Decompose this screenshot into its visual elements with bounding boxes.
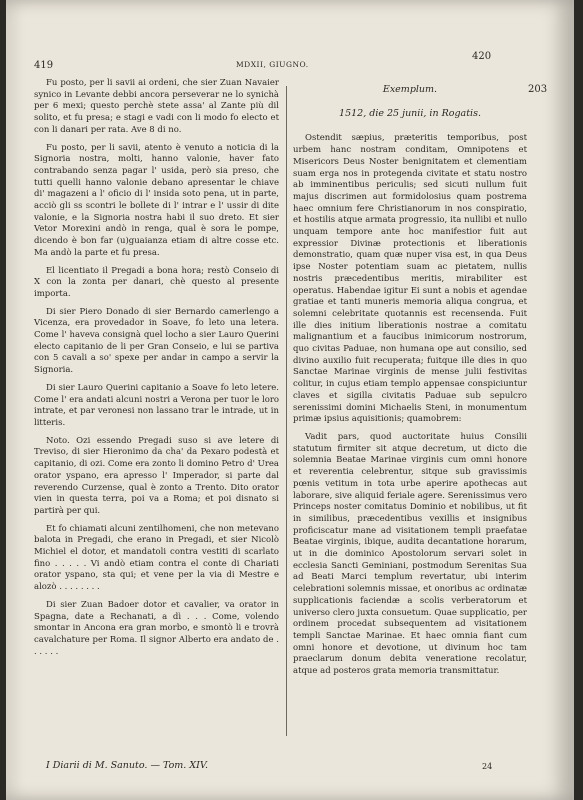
paragraph: Vadit pars, quod auctoritate huius Consilii statutum firmiter sit atque decretum, ut dicto die solemnia Beatae Marinae virginis cum omni honore et reverentia celebrentur, sitque sub gravissimis pœnis vetitum in tota urbe aperire apothecas aut laborare, sive aliquid feriale agere. Serenissimus vero Princeps noster comitatus Dominio et nobilibus, ut fit in similibus, præcedentibus vexillis et insignibus proficiscatur mane ad visitationem templi praefatae Beatae virginis, ibique, audita decantatione horarum, ut in die dominico Apostolorum servari solet in ecclesia Sancti Geminiani, postmodum Serenitas Sua ad Beati Marci templum revertatur, ubi interim celebrationi solemnis missae, et onoribus ac ordinatæ supplicationis faciendæ a scolis verberatorum et universo clero juxta consuetum. Quae supplicatio, per ordinem procedat subsequentem ad visitationem templi Sanctae Marinae. Et haec omnia fiant cum omni honore et devotione, ut divinum hoc tam praeclarum donum debita veneratione recolatur, atque ad posteros grata memoria transmittatur.: [293, 431, 527, 677]
paragraph-italic-lead: Di sier Piero Donado di sier Bernardo camerlengo a Vicenza, era provedador in Soave, fo leto una letera. Come l' haveva consignà quel locho a sier Lauro Querini electo capitanio de li per Gran Conseio, e lui se partiva con 5 cavali a so' spexe per andar in campo a servir la Signoria.: [34, 306, 279, 376]
running-title: MDXII, GIUGNO.: [236, 60, 309, 69]
right-text-column: [293, 84, 527, 678]
paragraph: El licentiato il Pregadi a bona hora; restò Conseio di X con la zonta per danari, chè questo al presente importa.: [34, 265, 279, 299]
paragraph: Et fo chiamati alcuni zentilhomeni, che non metevano balota in Pregadi, che erano in Pregadi, et sier Nicolò Michiel el dotor, et mandatoli contra vestiti di scarlato fino . . . . . Vi andò etiam contra el conte di Chariati orator yspano, sta qui; et vene per la via di Mestre e alozò . . . . . . . .: [34, 523, 279, 593]
paragraph: Fu posto, per li savii, atento è venuto a noticia di la Signoria nostra, molti, hanno valonie, haver fato contrabando senza pagar l' usida, però sia preso, che tutti quelli hanno valonie debano apresentar le chiave di' magazeni a l' oficio di l' insida soto pena, ut in parte, acciò gli ss scontri le bollete di l' intrar e l' ussir di dite valonie, e la Signoria nostra habi il suo dreto. Et sier Vetor Morexini andò in renga, qual è sora le pompe, dicendo è bon far (u)guaianza etiam di altre cosse etc. Ma andò la parte et fu presa.: [34, 142, 279, 258]
left-text-column: [34, 78, 279, 658]
signature-mark: 24: [482, 762, 493, 771]
page-number-left: 419: [34, 60, 54, 71]
page-number-right: 420: [472, 51, 492, 62]
paragraph-italic-lead: Di sier Lauro Querini capitanio a Soave fo leto letere. Come l' era andati alcuni nostri a Verona per tuor le loro intrate, et par veronesi non lassano trar le intrade, ut in litteris.: [34, 382, 279, 428]
paragraph-italic-lead: Di sier Zuan Badoer dotor et cavalier, va orator in Spagna, date a Rechanati, a dì . . . Come, volendo smontar in Ancona era gran morbo, e smontò li e trovrà cavalchature per Roma. Il signor Alberto era andato de . . . . . .: [34, 599, 279, 657]
paragraph: Ostendit sæpius, præteritis temporibus, post urbem hanc nostram conditam, Omnipotens et Misericors Deus Noster benignitatem et clementiam suam erga nos in protegenda civitate et statu nostro ab imminentibus periculis; sed sicuti nullum fuit majus discrimen aut formidolosius quam postrema haec omnium fere Christianorum in nos conspiratio, et hostilis atque armata progressio, ita nullibi et nullo unquam tempore ante hoc manifestior fuit aut expressior Divinæ protectionis et liberationis demonstratio, quam quæ nuper visa est, in qua Deus ipse Noster potentiam suam ac pietatem, nullis nostris præcedentibus meritis, mirabiliter est operatus. Habendae igitur Ei sunt a nobis et agendae gratiae et tanti muneris memoria aliqua congrua, et solemni celebritate quotannis est recensenda. Fuit ille dies initium liberationis nostrae a comitatu malignantium et a faucibus inimicorum nostrorum, quo civitas Paduae, non humana ope aut consilio, sed divino auxilio fuit recuperata; fuitque ille dies in quo Sanctae Marinae virginis de mense julii festivitas colitur, in cujus etiam templo appensae conspiciuntur claves et sigilla civitatis Paduae sub sepulcro serenissimi domini Michaelis Steni, in monumentum primæ ipsius aquisitionis; quamobrem:: [293, 133, 527, 425]
paragraph: Fu posto, per li savii ai ordeni, che sier Zuan Navaier synico in Levante debbi ancora perseverar ne lo synichà per 6 mexi; questo perchè stete assa' al Zante più dil solito, et fu presa; e stagi e vadi con li modo fo electo et con li danari per rata. Ave 8 di no.: [34, 78, 279, 135]
paragraph: Noto. Ozi essendo Pregadi suso si ave letere di Treviso, di sier Hieronimo da cha' da Pexaro podestà et capitanio, di ozi. Come era zonto li domino Petro d' Urea orator yspano, era apresso l' Imperador, si parte dal reverendo Curzense, qual è zonto a Trento. Dito orator vien in questa terra, poi va a Roma; et poi disnato si partirà per qui.: [34, 435, 279, 516]
book-page: [6, 0, 574, 800]
footer-citation: I Diarii di M. Sanuto. — Tom. XIV.: [46, 760, 209, 771]
exemplum-date: 1512, die 25 junii, in Rogatis.: [339, 107, 481, 119]
page-number-extra: 203: [528, 84, 548, 95]
column-divider: [286, 86, 287, 736]
exemplum-heading: Exemplum.: [382, 84, 438, 95]
